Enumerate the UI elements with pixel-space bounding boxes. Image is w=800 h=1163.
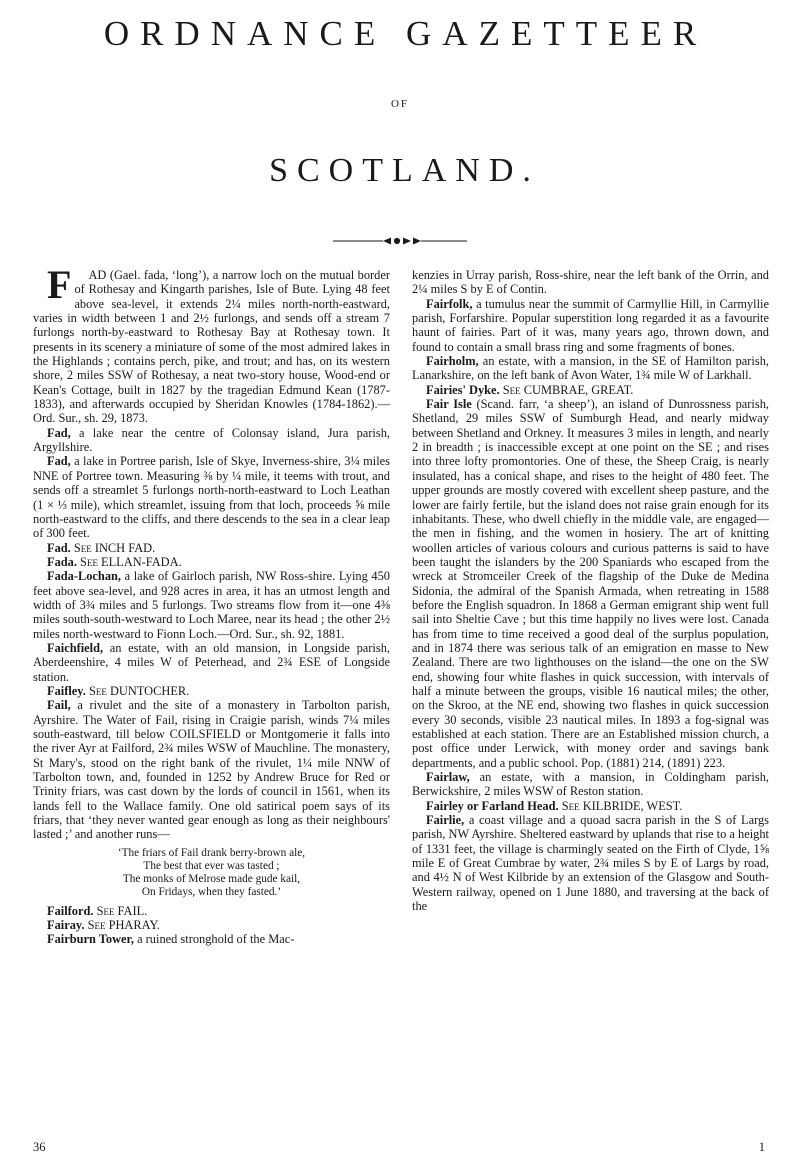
headword: Fairlaw, (426, 770, 470, 785)
entry-fairfolk (412, 297, 769, 354)
headword: Fairholm, (426, 354, 479, 369)
entry-fad-portree (33, 454, 390, 540)
verse-line: ‘The friars of Fail drank berry-brown ale, (117, 846, 306, 859)
headword: Fada-Lochan, (47, 569, 122, 584)
entry-text: See FAIL. (93, 903, 148, 918)
headword: Fairfolk, (426, 296, 473, 311)
verse-line: The best that ever was tasted ; (143, 859, 280, 872)
ornamental-rule (0, 234, 800, 248)
entry-text: a coast village and a quoad sacra parish in the S of Largs parish, NW Ayrshire. Sheltered eastward by uplands that rise to a height of 1331 feet, the village is charmingly seated on the Firth of Clyde, 1⅝ mile E of Great Cumbrae by water, 2¾ miles S by E of Largs by road, and 4½ N of West Kilbride by an extension of the Glasgow and South-Western railway, opened on 1 June 1880, and traversing at the back of the (412, 813, 769, 914)
page-title: ORDNANCE GAZETTEER (103, 14, 708, 53)
entry-text: See ELLAN-FADA. (76, 554, 182, 569)
entry-fada-lochan (33, 569, 390, 641)
entry-fairlie (412, 813, 769, 913)
entry-fairholm (412, 354, 769, 383)
entry-fairburn-continuation: kenzies in Urray parish, Ross-shire, near the left bank of the Orrin, and 2¼ miles S by E of Contin. (412, 268, 769, 297)
entry-text: an estate, with a mansion, in Coldingham parish, Berwickshire, 2 miles WSW of Reston station. (412, 770, 769, 799)
headword: Fairburn Tower, (47, 932, 134, 947)
entry-fad-loch (33, 262, 390, 426)
entry-text: a tumulus near the summit of Carmyllie Hill, in Carmyllie parish, Forfarshire. Popular superstition long regarded it as a favourite haunt of fairies. Part of it was, many years ago, thrown down, and found to contain a small brass ring and some fragments of bones. (412, 296, 769, 354)
entry-fairay (33, 918, 390, 932)
entry-fair-isle (412, 397, 769, 770)
masthead (0, 0, 800, 248)
entry-text: a lake in Portree parish, Isle of Skye, Inverness-shire, 3¼ miles NNE of Portree town. Measuring ⅜ by ¼ mile, it teems with trout, and sends off a streamlet 5 furlongs north-north-eastward to Loch Leathan (1 × ⅓ mile), which streamlet, issuing from that loch, proceeds ⅝ mile north-eastward to the cliffs, and there descends to the sea in a clear leap of 300 feet. (33, 454, 390, 541)
entry-fairies-dyke (412, 383, 769, 397)
verse-line: On Fridays, when they fasted.’ (141, 886, 282, 899)
title-of-word: OF (390, 98, 410, 110)
entry-faichfield (33, 641, 390, 684)
headword: Fairay. (47, 917, 85, 932)
headword: Fairlie, (426, 813, 465, 828)
entry-text: an estate, with a mansion, in the SE of Hamilton parish, Lanarkshire, on the left bank of Avon Water, 1¾ mile W of Larkhall. (412, 354, 769, 383)
entry-fairlaw (412, 770, 769, 799)
headword: Fad, (47, 425, 71, 440)
entry-text: a lake of Gairloch parish, NW Ross-shire. Lying 450 feet above sea-level, and 928 acres in area, it has an utmost length and width of 3¾ miles and 5 furlongs. Two streams flow from it—one 4⅜ miles south-south-westward to Loch Maree, near its head ; the other 2½ miles north-westward to Fionn Loch.—Ord. Sur., sh. 92, 1881. (33, 569, 390, 641)
entry-text: See INCH FAD. (70, 540, 156, 555)
headword: Fad, (47, 454, 71, 469)
title-country: SCOTLAND. (269, 152, 540, 189)
entry-text: See DUNTOCHER. (85, 683, 190, 698)
drop-cap: F (47, 262, 72, 307)
verse-block (33, 847, 390, 900)
text-columns (33, 262, 769, 947)
entry-fad-see-inch (33, 541, 390, 555)
entry-text: a lake near the centre of Colonsay island, Jura parish, Argyllshire. (33, 425, 390, 455)
headword: Fairley or Farland Head. (426, 798, 559, 813)
headword: Fad. (47, 540, 71, 555)
entry-fada (33, 555, 390, 569)
headword: Fail, (47, 698, 71, 713)
headword: Failford. (47, 903, 94, 918)
entry-text: See CUMBRAE, GREAT. (499, 382, 634, 397)
entry-text: (Scand. farr, ‘a sheep’), an island of Dunrossness parish, Shetland, 29 miles SSW of Sumburgh Head, and nearly midway between Shetland and Orkney. It measures 3 miles in length, and nearly 2 in breadth ; is inaccessible except at one point on the SE ; and rises into three lofty promontories. One of these, the Sheep Craig, is nearly insulated, has a conical shape, and rises to the height of 480 feet. The upper grounds are mostly covered with excellent sheep pasture, and the lower are fairly fertile, but the island does not raise grain enough for its inhabitants. These, who dwell chiefly in the middle vale, are engaged—the men in fishing, and the women in hosiery. The art of knitting woollen articles of various colours and curious patterns is said to have been taught the islanders by the 200 Spaniards who escaped from the wreck at Stromceiler Creek of the flagship of the Duke de Medina Sidonia, the admiral of the Spanish Armada, when retreating in 1588 before the English squadron. In 1868 a German emigrant ship went full sail into Sheltie Cave ; but this time happily no lives were lost. Canada has from time to time received a good deal of the surplus population, and in 1874 there was serious talk of an emigration en masse to New Zealand. There are two lighthouses on the island—the one on the SW end, showing four white flashes in quick succession, with intervals of half a minute between the groups, visible 16 nautical miles; the other, on the Skroo, at the NE end, showing two flashes in quick succession every 30 seconds, visible 23 nautical miles. In 1893 a fog-signal was established at each station. There are an Established mission church, a post office under Lerwick, with money order and savings bank departments, and a public school. Pop. (1881) 214, (1891) 223. (412, 397, 769, 770)
entry-text: AD (Gael. fada, ‘long’), a narrow loch on the mutual border of Rothesay and Kingarth parishes, Isle of Bute. Lying 48 feet above sea-level, it extends 2¼ miles north-north-eastward, varies in width between 1 and 2½ furlongs, and sends off a stream 7 furlongs north-by-eastward to Rothesay Bay at Rothesay town. It presents in its scenery a miniature of some of the most admired lakes in the Highlands ; contains perch, pike, and trout; and has, on its western shore, 2 miles SSW of Rothesay, a neat two-story house, Wood-end or Kean's Cottage, built in 1827 by the tragedian Edmund Kean (1787-1833), and afterwards occupied by Sheridan Knowles (1784-1862).—Ord. Sur., sh. 29, 1873. (33, 268, 390, 426)
entry-faifley (33, 684, 390, 698)
headword: Fada. (47, 554, 77, 569)
headword: Fair Isle (426, 397, 472, 412)
left-column (33, 262, 390, 947)
entry-fail (33, 698, 390, 841)
entry-text: an estate, with an old mansion, in Longside parish, Aberdeenshire, 4 miles W of Peterhead, and 2¾ ESE of Longside station. (33, 640, 390, 684)
headword: Fairies' Dyke. (426, 382, 500, 397)
entry-fairley-farland-head (412, 799, 769, 813)
entry-text: a rivulet and the site of a monastery in Tarbolton parish, Ayrshire. The Water of Fail, rising in Craigie parish, winds 7¼ miles south-eastward, till below COILSFIELD or Montgomerie it falls into the river Ayr at Failford, 2¾ miles WSW of Mauchline. The monastery, St Mary's, stood on the right bank of the rivulet, 1¼ mile NNW of Tarbolton town, and, founded in 1252 by Andrew Bruce for Red or Trinity friars, was cast down by the lords of council in 1561, when its lands fell to the Wallace family. One old satirical poem says of its friars, that ‘they never wanted gear enough as long as their neighbours' lasted ;’ and another runs— (33, 698, 390, 842)
entry-fad-colonsay (33, 426, 390, 455)
entry-failford (33, 904, 390, 918)
entry-text: See KILBRIDE, WEST. (558, 798, 683, 813)
folio-right: 1 (758, 1140, 765, 1154)
headword: Faifley. (47, 683, 86, 698)
entry-text: a ruined stronghold of the Mac- (133, 932, 295, 947)
verse-line: The monks of Melrose made gude kail, (122, 873, 301, 886)
right-column (412, 268, 769, 947)
entry-fairburn-tower (33, 932, 390, 946)
entry-text: See PHARAY. (84, 917, 160, 932)
folio-left: 36 (33, 1140, 46, 1154)
headword: Faichfield, (47, 640, 104, 655)
